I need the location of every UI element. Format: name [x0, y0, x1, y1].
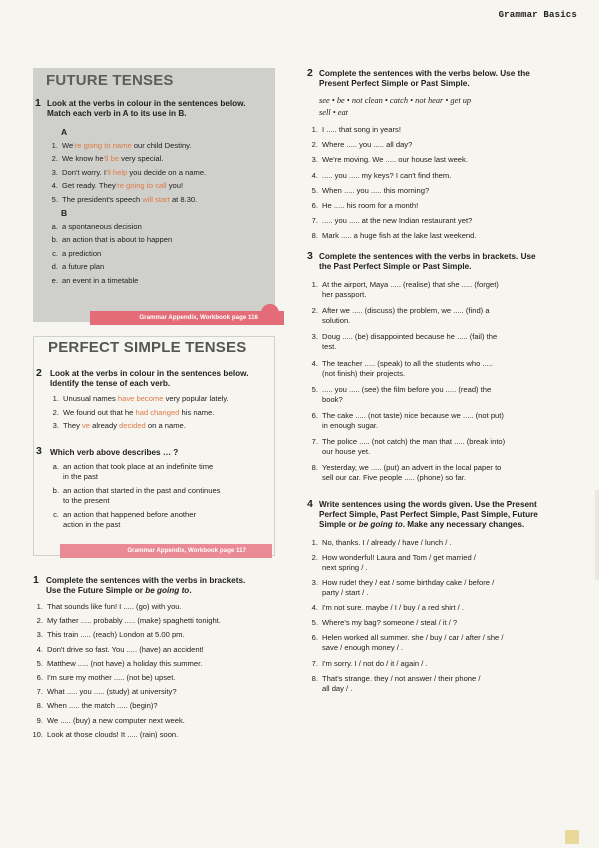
instruction-line: Present Perfect Simple or Past Simple.: [319, 79, 470, 88]
right-ex2-list: [306, 125, 576, 247]
item-letter: e.: [51, 275, 58, 285]
instruction-text: Simple or: [319, 520, 359, 529]
item-number: 7.: [36, 687, 43, 697]
list-item: [31, 602, 281, 612]
list-item: [47, 510, 273, 530]
item-line: an action that happened before another: [63, 510, 196, 519]
list-item: [31, 716, 281, 726]
list-item: [31, 659, 281, 669]
item-text: [46, 154, 272, 164]
highlighted-verb: will start: [142, 194, 170, 204]
item-number: 5.: [311, 384, 318, 394]
item-line: action in the past: [63, 520, 121, 529]
future-tenses-title: FUTURE TENSES: [46, 72, 174, 89]
item-text: [46, 195, 272, 205]
item-text: When ..... the match ..... (begin)?: [47, 701, 158, 711]
item-text: a future plan: [62, 262, 105, 272]
text-segment: Don't worry. I: [62, 167, 106, 177]
item-text: [47, 462, 273, 482]
exercise-instructions: [50, 369, 274, 389]
item-number: 2.: [52, 407, 59, 417]
item-number: 8.: [311, 463, 318, 473]
list-item: [31, 687, 281, 697]
list-item: [47, 486, 273, 506]
item-letter: c.: [52, 248, 58, 258]
list-item: [306, 538, 576, 548]
list-item: [306, 201, 576, 211]
item-text: I ..... that song in years!: [322, 125, 401, 134]
item-number: 5.: [311, 618, 318, 628]
exercise-number: 1: [35, 97, 41, 109]
item-letter: a.: [51, 222, 58, 231]
instruction-line: Look at the verbs in colour in the sentences below.: [50, 369, 249, 378]
list-item: [47, 408, 273, 418]
list-item: [306, 463, 576, 483]
list-item: [306, 125, 576, 135]
item-letter: c.: [53, 510, 59, 519]
list-item: [306, 674, 576, 694]
text-segment: The president's speech: [62, 194, 143, 204]
item-line: Helen worked all summer. she / buy / car / after / she /: [322, 633, 504, 643]
item-line: an action that took place at an indefinite time: [63, 462, 214, 471]
item-number: 9.: [36, 715, 43, 725]
column-a-list: [46, 141, 272, 208]
item-line: test.: [322, 342, 337, 352]
item-text: He ..... his room for a month!: [322, 200, 419, 210]
list-item: [31, 701, 281, 711]
item-text: a spontaneous decision: [62, 222, 142, 231]
item-letter: a.: [52, 462, 59, 471]
item-text: a prediction: [62, 248, 102, 258]
list-item: [46, 276, 272, 286]
list-item: [46, 262, 272, 272]
item-number: 1.: [311, 125, 318, 134]
list-item: [46, 181, 272, 191]
exercise-number: 3: [307, 250, 313, 262]
item-text: [306, 437, 576, 457]
list-item: [306, 578, 576, 598]
column-b-label: B: [61, 208, 68, 218]
list-item: [306, 140, 576, 150]
list-item: [306, 618, 576, 628]
exercise-number: 3: [36, 445, 42, 457]
exercise-number: 2: [36, 367, 42, 379]
item-line: her passport.: [322, 290, 367, 299]
item-text: ..... you ..... my keys? I can't find them.: [322, 170, 452, 180]
item-number: 5.: [51, 194, 58, 204]
list-item: [306, 359, 576, 379]
item-number: 1.: [51, 141, 58, 150]
item-number: 8.: [311, 673, 318, 683]
highlighted-verb: 're going to name: [73, 141, 132, 150]
instruction-line: [319, 520, 577, 530]
item-line: solution.: [322, 316, 351, 326]
item-number: 1.: [36, 602, 43, 611]
perfect-tenses-box: [33, 336, 275, 556]
text-segment: We: [62, 141, 74, 150]
list-item: [46, 168, 272, 178]
text-segment: Get ready. They: [62, 181, 116, 191]
highlighted-verb: 'll be: [103, 154, 120, 164]
list-item: [306, 280, 576, 300]
list-item: [47, 462, 273, 482]
grammar-appendix-ref[interactable]: Grammar Appendix, Workbook page 117: [60, 544, 272, 558]
text-segment: his name.: [179, 407, 215, 417]
item-text: [46, 181, 272, 191]
item-number: 6.: [311, 410, 318, 420]
item-number: 5.: [311, 185, 318, 195]
item-text: [306, 385, 576, 405]
right-ex4-list: [306, 538, 576, 699]
item-text: [47, 486, 273, 506]
instruction-line: Complete the sentences with the verbs in brackets. Use: [319, 252, 536, 261]
highlighted-verb: decided: [119, 421, 146, 431]
item-line: an action that started in the past and continues: [63, 486, 221, 495]
item-line: save / enough money / .: [322, 643, 404, 653]
list-item: [306, 231, 576, 241]
list-item: [306, 155, 576, 165]
exercise-instructions: [319, 500, 577, 530]
item-line: in enough sugar.: [322, 420, 379, 430]
item-number: 4.: [311, 603, 318, 613]
item-number: 3.: [311, 155, 318, 165]
instruction-line: Write sentences using the words given. Use the Present: [319, 500, 537, 509]
exercise-instructions: [46, 576, 282, 596]
text-segment: They: [63, 421, 82, 431]
item-number: 1.: [311, 280, 318, 289]
item-number: 4.: [51, 181, 58, 191]
text-segment: very special.: [119, 154, 164, 164]
item-number: 3.: [51, 167, 58, 177]
list-item: [31, 645, 281, 655]
instruction-line: Match each verb in A to its use in B.: [47, 109, 187, 118]
item-line: At the airport, Maya ..... (realise) that she ..... (forget): [322, 280, 499, 289]
instruction-text: . Make any necessary changes.: [402, 520, 525, 529]
list-item: [306, 553, 576, 573]
text-segment: already: [90, 421, 120, 431]
text-segment: Unusual names: [63, 394, 118, 403]
item-number: 6.: [311, 200, 318, 210]
item-text: [306, 578, 576, 598]
item-line: to the present: [63, 496, 110, 505]
item-text: [47, 421, 273, 431]
instruction-italic: be going to: [145, 586, 190, 595]
list-item: [306, 186, 576, 196]
instruction-line: Perfect Simple, Past Perfect Simple, Past Simple, Future: [319, 510, 538, 519]
item-text: an event in a timetable: [62, 275, 139, 285]
item-line: Doug ..... (be) disappointed because he ..... (fail) the: [322, 332, 498, 342]
item-number: 2.: [311, 140, 318, 150]
word-box: [319, 95, 471, 119]
item-text: [306, 633, 576, 653]
item-text: [47, 394, 273, 404]
instruction-text: .: [189, 586, 192, 595]
item-text: [306, 306, 576, 326]
item-number: 8.: [311, 231, 318, 241]
item-text: [306, 411, 576, 431]
item-text: Don't drive so fast. You ..... (have) an accident!: [47, 644, 204, 654]
text-segment: We know he: [62, 154, 104, 164]
item-line: our house yet.: [322, 447, 371, 457]
text-segment: you!: [166, 181, 184, 191]
item-text: [47, 510, 273, 530]
list-item: [46, 141, 272, 151]
item-number: 6.: [36, 672, 43, 682]
list-item: [46, 222, 272, 232]
list-item: [306, 603, 576, 613]
list-item: [306, 332, 576, 352]
item-line: The police ..... (not catch) the man that ..... (break into): [322, 437, 506, 447]
item-text: an action that is about to happen: [62, 235, 173, 245]
item-text: [306, 659, 576, 669]
item-text: [306, 674, 576, 694]
item-number: 8.: [36, 701, 43, 711]
page-header: Grammar Basics: [498, 10, 577, 20]
text-segment: very popular lately.: [163, 394, 229, 403]
word-list-line: see • be • not clean • catch • not hear • get up: [319, 96, 472, 105]
page-fold-shadow: [595, 490, 599, 580]
perfect-tenses-title: PERFECT SIMPLE TENSES: [48, 339, 247, 356]
item-number: 7.: [311, 216, 318, 226]
item-text: [306, 332, 576, 352]
item-number: 4.: [311, 170, 318, 180]
item-number: 3.: [52, 421, 59, 431]
item-line: next spring / .: [322, 563, 368, 573]
list-item: [46, 195, 272, 205]
item-text: [46, 141, 272, 151]
instruction-line: Complete the sentences with the verbs below. Use the: [319, 69, 530, 78]
item-text: Where ..... you ..... all day?: [322, 140, 413, 150]
item-line: party / start / .: [322, 588, 369, 598]
item-text: Look at those clouds! It ..... (rain) soon.: [47, 729, 179, 739]
list-item: [47, 394, 273, 404]
item-number: 4.: [36, 644, 43, 654]
word-list-line: sell • eat: [319, 108, 348, 117]
list-item: [31, 616, 281, 626]
item-number: 2.: [311, 306, 318, 316]
exercise-number: 4: [307, 498, 313, 510]
exercise-instructions: [319, 252, 577, 272]
item-number: 3.: [311, 578, 318, 588]
exercise-instructions: [319, 69, 577, 89]
item-number: 1.: [311, 538, 318, 547]
list-item: [31, 630, 281, 640]
highlighted-verb: 'll help: [105, 167, 128, 177]
item-line: ..... you ..... (see) the film before you ..... (read) the: [322, 384, 492, 394]
list-item: [46, 249, 272, 259]
item-text: [306, 359, 576, 379]
item-text: [306, 553, 576, 573]
list-item: [31, 673, 281, 683]
item-number: 2.: [311, 553, 318, 563]
item-number: 3.: [311, 332, 318, 342]
item-line: Yesterday, we ..... (put) an advert in the local paper to: [322, 463, 502, 473]
item-text: [46, 168, 272, 178]
item-text: [306, 603, 576, 613]
item-line: in the past: [63, 472, 99, 481]
item-number: 3.: [36, 630, 43, 640]
item-text: Matthew ..... (not have) a holiday this summer.: [47, 658, 203, 668]
item-number: 1.: [52, 394, 59, 403]
list-item: [306, 411, 576, 431]
instruction-line: the Past Perfect Simple or Past Simple.: [319, 262, 472, 271]
right-ex3-list: [306, 280, 576, 490]
future-tenses-box: [33, 68, 275, 322]
exercise-instructions: [47, 99, 273, 119]
column-a-label: A: [61, 127, 68, 137]
item-number: 7.: [311, 658, 318, 668]
highlighted-verb: had changed: [135, 407, 180, 417]
list-item: [306, 385, 576, 405]
item-text: What ..... you ..... (study) at university?: [47, 687, 177, 697]
text-segment: at 8.30.: [169, 194, 198, 204]
item-line: (not finish) their projects.: [322, 368, 406, 378]
item-text: When ..... you ..... this morning?: [322, 185, 430, 195]
text-segment: you decide on a name.: [127, 167, 207, 177]
item-line: No, thanks. I / already / have / lunch / .: [322, 538, 452, 547]
item-letter: b.: [52, 486, 59, 495]
list-item: [46, 235, 272, 245]
item-number: 10.: [32, 729, 43, 739]
text-segment: We found out that he: [63, 407, 136, 417]
item-number: 6.: [311, 633, 318, 643]
ex3-list: [47, 462, 273, 534]
instruction-line: Look at the verbs in colour in the sentences below.: [47, 99, 246, 108]
item-line: How rude! they / eat / some birthday cake / before /: [322, 578, 495, 588]
item-line: The cake ..... (not taste) nice because we ..... (not put): [322, 410, 504, 420]
exercise-instructions: Which verb above describes … ?: [50, 448, 179, 457]
text-segment: our child Destiny.: [131, 141, 192, 150]
left-ex1-list: [31, 602, 281, 744]
item-line: That's strange. they / not answer / their phone /: [322, 673, 481, 683]
item-line: After we ..... (discuss) the problem, we ..... (find) a: [322, 306, 490, 316]
list-item: [306, 633, 576, 653]
item-text: This train ..... (reach) London at 5.00 pm.: [47, 630, 185, 640]
item-text: [306, 463, 576, 483]
highlighted-verb: 're going to call: [115, 181, 167, 191]
item-text: That sounds like fun! I ..... (go) with you.: [47, 602, 182, 611]
list-item: [306, 171, 576, 181]
item-number: 4.: [311, 358, 318, 368]
item-text: [47, 408, 273, 418]
item-line: The teacher ..... (speak) to all the students who .....: [322, 358, 493, 368]
list-item: [306, 659, 576, 669]
item-number: 2.: [36, 616, 43, 626]
list-item: [31, 730, 281, 740]
item-number: 7.: [311, 437, 318, 447]
grammar-appendix-ref[interactable]: Grammar Appendix, Workbook page 116: [90, 311, 284, 325]
item-text: We're moving. We ..... our house last week.: [322, 155, 468, 165]
instruction-text: Use the Future Simple or: [46, 586, 146, 595]
item-text: ..... you ..... at the new Indian restaurant yet?: [322, 216, 473, 226]
item-text: I'm sure my mother ..... (not be) upset.: [47, 672, 176, 682]
instruction-line: [46, 586, 282, 596]
item-line: book?: [322, 394, 343, 404]
item-text: [306, 538, 576, 548]
highlighted-verb: have become: [117, 394, 164, 403]
item-letter: d.: [51, 262, 58, 272]
instruction-line: Identify the tense of each verb.: [50, 379, 171, 388]
item-line: How wonderful! Laura and Tom / get married /: [322, 553, 476, 563]
page-ref-circle: [261, 304, 279, 322]
list-item: [46, 154, 272, 164]
item-text: [306, 618, 576, 628]
item-number: 5.: [36, 658, 43, 668]
item-line: I'm sorry. I / not do / it / again / .: [322, 658, 428, 668]
item-text: Mark ..... a huge fish at the lake last weekend.: [322, 231, 477, 241]
item-text: We ..... (buy) a new computer next week.: [47, 715, 185, 725]
page-corner-tab: [565, 830, 579, 844]
column-b-list: [46, 222, 272, 289]
highlighted-verb: ve: [82, 421, 91, 431]
item-text: [306, 280, 576, 300]
list-item: [306, 216, 576, 226]
exercise-number: 1: [33, 574, 39, 586]
instruction-line: Complete the sentences with the verbs in brackets.: [46, 576, 246, 585]
list-item: [47, 421, 273, 431]
item-line: Where's my bag? someone / steal / it / ?: [322, 618, 458, 628]
item-line: I'm not sure. maybe / I / buy / a red shirt / .: [322, 603, 464, 613]
item-letter: b.: [51, 235, 58, 245]
item-text: My father ..... probably ..... (make) spaghetti tonight.: [47, 616, 221, 626]
exercise-number: 2: [307, 67, 313, 79]
list-item: [306, 306, 576, 326]
item-line: all day / .: [322, 683, 353, 693]
item-line: sell our car. Five people ..... (phone) so far.: [322, 473, 466, 483]
text-segment: on a name.: [145, 421, 186, 431]
list-item: [306, 437, 576, 457]
item-number: 2.: [51, 154, 58, 164]
instruction-italic: be going to: [358, 520, 403, 529]
ex2-list: [47, 394, 273, 435]
